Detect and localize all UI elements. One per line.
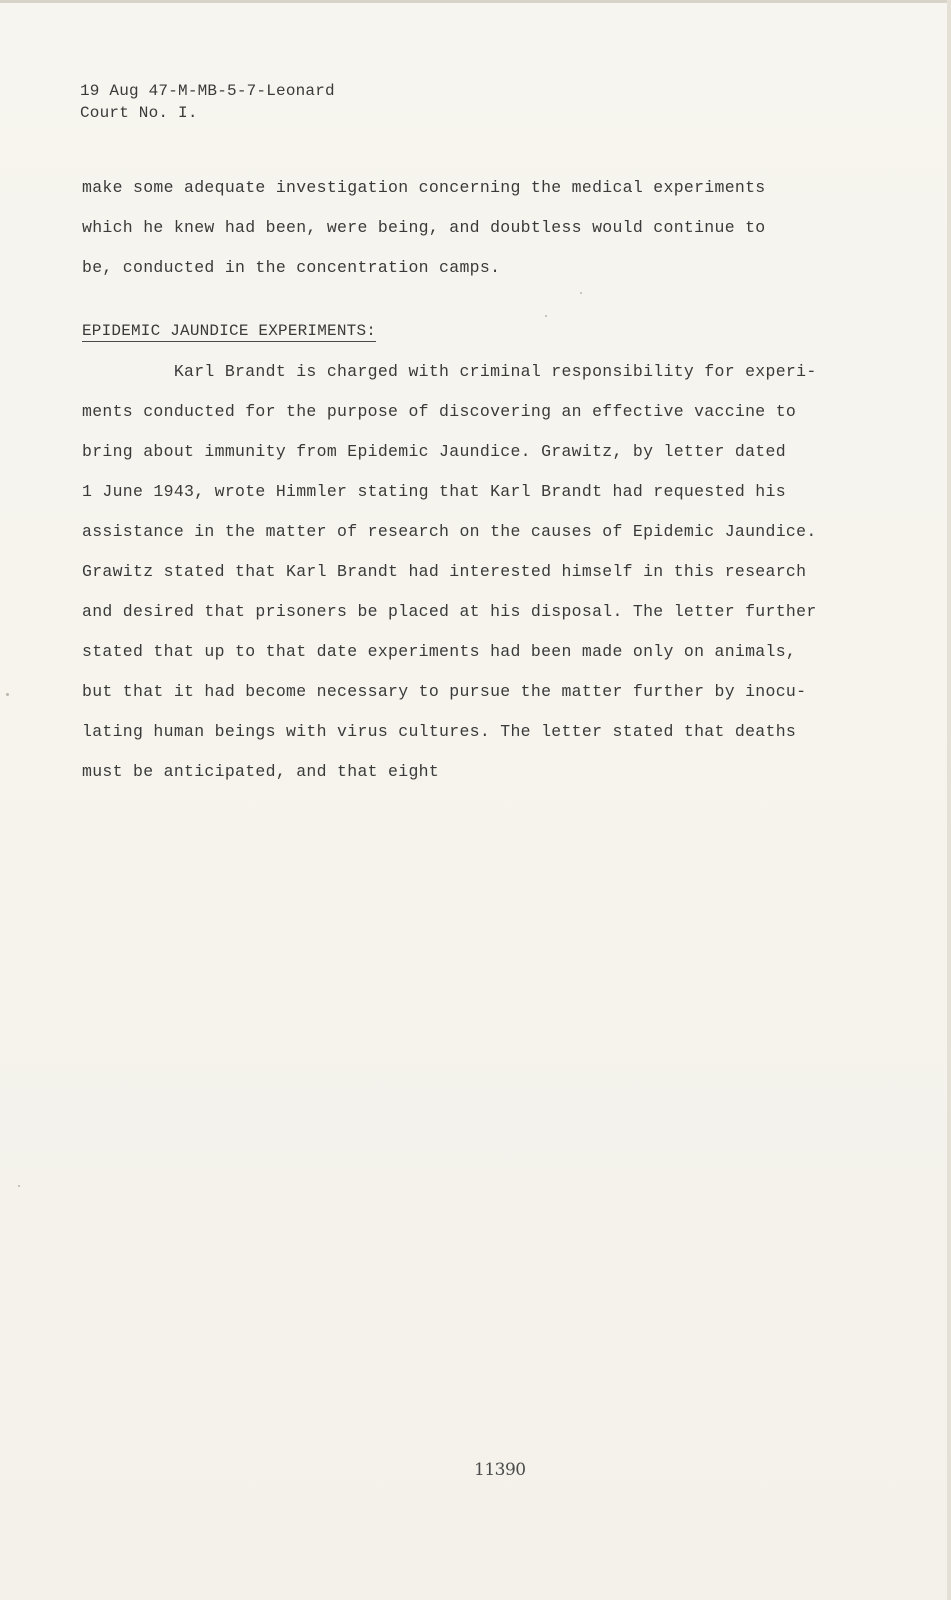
body-line: and desired that prisoners be placed at his disposal. The letter further	[82, 602, 817, 621]
body-line: but that it had become necessary to pursue the matter further by inocu-	[82, 682, 807, 701]
body-line: stated that up to that date experiments had been made only on animals,	[82, 642, 797, 661]
intro-line: make some adequate investigation concerning the medical experiments	[82, 178, 766, 197]
header-court-line: Court No. I.	[80, 104, 198, 122]
intro-line: which he knew had been, were being, and doubtless would continue to	[82, 218, 766, 237]
body-line: ments conducted for the purpose of discovering an effective vaccine to	[82, 402, 797, 421]
body-line: lating human beings with virus cultures. The letter stated that deaths	[82, 722, 797, 741]
paper-speck	[545, 315, 547, 317]
body-line: must be anticipated, and that eight	[82, 762, 440, 781]
body-line: Karl Brandt is charged with criminal responsibility for experi-	[82, 362, 817, 381]
page-right-edge	[947, 0, 951, 1600]
page-number: 11390	[474, 1460, 526, 1480]
body-line: 1 June 1943, wrote Himmler stating that Karl Brandt had requested his	[82, 482, 786, 501]
paper-speck	[18, 1185, 20, 1187]
page-top-edge	[0, 0, 951, 3]
intro-line: be, conducted in the concentration camps.	[82, 258, 501, 277]
document-header	[80, 80, 335, 124]
paper-speck	[6, 693, 9, 696]
body-line: bring about immunity from Epidemic Jaundice. Grawitz, by letter dated	[82, 442, 786, 461]
header-reference-line: 19 Aug 47-M-MB-5-7-Leonard	[80, 82, 335, 100]
paper-speck	[580, 292, 582, 294]
body-line: Grawitz stated that Karl Brandt had interested himself in this research	[82, 562, 807, 581]
section-heading: EPIDEMIC JAUNDICE EXPERIMENTS:	[82, 322, 377, 340]
body-line: assistance in the matter of research on the causes of Epidemic Jaundice.	[82, 522, 817, 541]
